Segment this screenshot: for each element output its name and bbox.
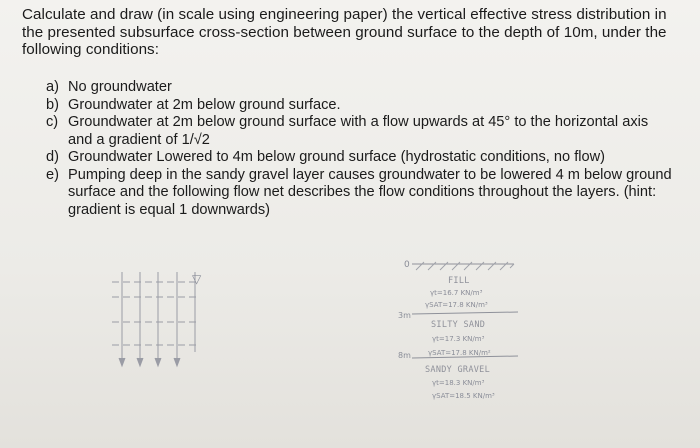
condition-letter: b) xyxy=(46,96,59,113)
layer-name: SANDY GRAVEL xyxy=(425,365,491,375)
layer-gamma-t: γt=18.3 KN/m³ xyxy=(432,379,485,387)
layer-gamma-sat: γSAT=17.8 KN/m³ xyxy=(425,301,488,309)
depth-8-label: 8m xyxy=(398,351,411,360)
layer-gamma-sat: γSAT=18.5 KN/m³ xyxy=(432,392,495,400)
condition-letter: e) xyxy=(46,166,59,183)
problem-statement: Calculate and draw (in scale using engineering paper) the vertical effective stress distribution in the presented subsurface cross-section between ground surface to the depth of 10m, under the following conditions: xyxy=(22,6,667,58)
layer-gamma-t: γt=16.7 KN/m³ xyxy=(430,289,483,297)
soil-profile xyxy=(398,260,518,400)
flow-net-sketch xyxy=(112,272,200,366)
layer-name: FILL xyxy=(448,276,470,286)
condition-text: Groundwater at 2m below ground surface. xyxy=(68,96,341,113)
layer-gamma-sat: γSAT=17.8 KN/m² xyxy=(428,349,491,357)
condition-text: Groundwater at 2m below ground surface with a flow upwards at 45° to the horizontal axis and a gradient of 1/√2 xyxy=(68,114,649,148)
condition-letter: d) xyxy=(46,149,59,165)
depth-3-label: 3m xyxy=(398,311,411,320)
water-table-symbol: ▽ xyxy=(192,272,202,286)
condition-text: Pumping deep in the sandy gravel layer causes groundwater to be lowered 4 m below ground surface and the following flow net describes the flow conditions throughout the layers. (hint: gradient is equal 1 downwards) xyxy=(68,166,672,218)
condition-text: Groundwater Lowered to 4m below ground surface (hydrostatic conditions, no flow) xyxy=(68,149,606,165)
condition-letter: a) xyxy=(46,79,59,95)
depth-0-label: 0 xyxy=(404,260,410,270)
layer-name: SILTY SAND xyxy=(431,320,486,330)
condition-text: No groundwater xyxy=(68,79,172,95)
layer-gamma-t: γt=17.3 KN/m³ xyxy=(432,335,485,343)
condition-letter: c) xyxy=(46,114,59,130)
